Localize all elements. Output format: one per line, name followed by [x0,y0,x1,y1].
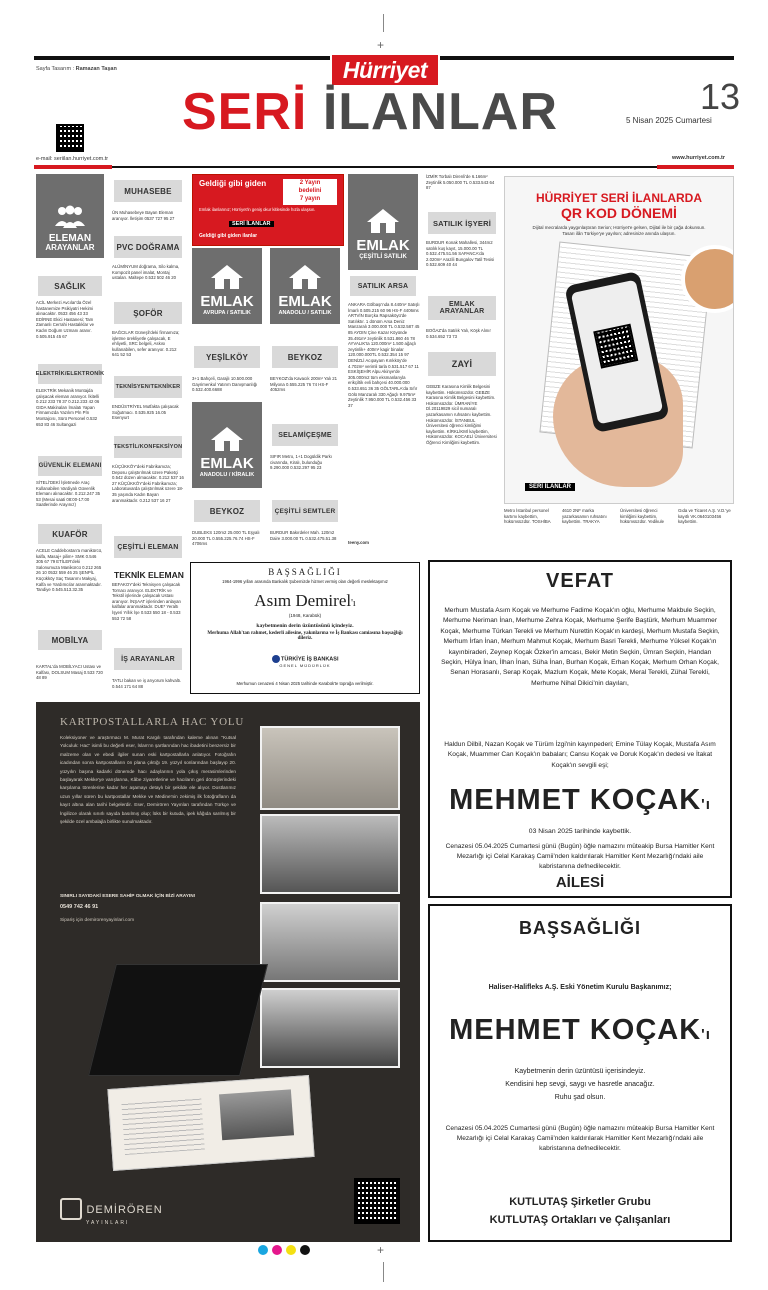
tile-emlak-anadolu-satilik[interactable] [270,248,340,324]
book-site[interactable]: Sipariş için demirorenyayinlari.com [60,918,135,923]
ad-beykoz-a: BEYKOZ'da Kavacık 200m² Yalı 21 Milyona 0.555.225 76 74 HS-F 4052ms [270,376,338,393]
vefat-heading: VEFAT [546,570,614,592]
color-mark-cyan [258,1245,268,1255]
tile-anadolu-satilik-line2: ANADOLU / SATILIK [278,310,332,316]
email-label[interactable]: e-mail: seriilan.hurriyet.com.tr [36,156,109,162]
book-ad[interactable] [36,702,420,1242]
qr-ad[interactable] [504,176,734,504]
crop-mark-top [383,14,384,32]
editor-label: Sayfa Tasarım : [36,66,75,72]
house-icon [210,426,244,452]
vefat-para2: Haldun Dilbil, Nazan Koçak ve Türüm İzgi'nin kayınpederi; Emine Tülay Koçak, Mustafa Asım Koçak, Muammer Can Koçak'ın babaları; Cansu Koçak ve Doruk Koçak'ın dedesi ve İtakat Koçak'ın sevgili eşi; [444,741,716,769]
bassagligi-heading: BAŞSAĞLIĞI [518,918,641,938]
ad-elektrik: ELEKTRİK Mekanik Montajda çalışacak eleman aranıyor. İkitelli 0.212 233 78 37 0.212.233 42 06 GIDA Makinaları İmalatı Yapan Firmamızda Yazılım Pİn Pİn Montajcısı, Sürü Personel 0.532 653 83 46 Sultangazi [36,388,100,427]
book-open-page [121,1096,205,1155]
bank-logo-name: TÜRKİYE İŞ BANKASI [281,656,339,663]
editor-credit [36,66,117,72]
promo-footer: Geldiği gibi giden ilanlar [199,233,258,239]
bank-date: (1948, Karabük) [288,613,322,618]
bassagligi-line3: Ruhu şad olsun. [554,1094,606,1101]
book-open [107,1075,314,1171]
ad-mobilya: KARTAL'da MOBİLYACI Ustası ve Kalfası, DOLSUM Masaj 0.533 720 48 89 [36,664,103,681]
bassagligi-intro: Haliser-Halifleks A.Ş. Eski Yönetim Kurulu Başkanımız; [488,984,672,991]
color-mark-magenta [272,1245,282,1255]
tile-anadolu-satilik-line1: EMLAK [278,293,332,310]
bank-name [191,591,419,611]
teknik-eleman-heading: TEKNİK ELEMAN [114,570,184,580]
book-qr-code[interactable] [354,1178,400,1224]
bassagligi-name-suffix: 'ı [701,1026,711,1043]
cat-zayi[interactable]: ZAYİ [428,352,496,376]
cat-kuafor[interactable]: KUAFÖR [38,524,102,544]
brand-name: Hürriyet [342,57,428,83]
bassagligi-name-text: MEHMET KOÇAK [449,1014,702,1046]
ad-saglik: ACİL Merkezi Avcılar'da Özel hastanemize Psikiyatri Hekimi alınacaktır. 0533 456 43 33 EDİRNE Ekici Hastanesi; Tam Zamanlı Cerrahi Hastalıklar ve Kadın Doğum Uzmanı aranır. 0.505.915 45 67 [36,300,95,339]
book-photo-1 [260,726,400,810]
cat-emlak-arayanlar[interactable]: EMLAK ARAYANLAR [428,296,496,320]
bank-condolence-ad [190,562,420,694]
ad-muhasebe: ÜN Muhasebeye Bayan Eleman aranıyor. İletişim 0537 727 95 27 [112,210,175,221]
house-icon [366,208,400,234]
website-label[interactable]: www.hurriyet.com.tr [672,155,725,161]
promo-badge [283,179,337,205]
ad-isyeri: BURDUR Konak Mahallesi, 344m2 satılık kuş kayıt, 15.000.00 TL 0.532.475.51.56 SAPANCA'da 2.020m² Arazili Bungalov Tatil Tesisi 0.532.609 40 44 [426,240,495,268]
ad-tekstil: KÜÇÜKKÖY'deki Fabrikamıza; Deposu çalıştırılmak üzere Paketçi 0.542 düzen almacaktır. 0.212 537 16 27 KÜÇÜKKÖY'deki Fabrikamıza; Laboratuvarda çalıştırılmak üzere 18-35 yaşında Kadın Bayan aranmaktadır. 0.212 537 16 27 [112,464,184,503]
bank-logo-sub: GENEL MÜDÜRLÜK [279,663,331,668]
crop-mark-bottom-plus: + [377,1243,385,1257]
bassagligi-line2: Kendisini hep sevgi, saygı ve hasretle anacağız. [505,1081,655,1088]
ad-kuafor: ACELE Caddebostan'a manikürcü, kalfa, Masaj+ pilim+ SMK 0.546 305 67 79 ETİLER'deki Salonumuza Manikürcü 0.212 265 26 10 0532 559 46 25 ŞENPİL Küçükköy Saç Tasarımı Makyaj, Kalfa ve Yardımcılar aranmaktadır. Tandiye 0.545.513.32.35 [36,548,103,593]
ad-sofor: BAĞCILAR Güneşli'deki firmamıza; işletme ürekliyetle çalışacak, E ehliyetli, SRC belgeli, Askısı kullanabilen, sefer aranıyor. 0.212 641 52 53 [112,330,180,358]
vefat-signature: AİLESİ [555,874,605,891]
ad-selamicesme: SIFIR Metro, 1+1 Dogüldik Parkı civarında, Kiralı, bulunduğu 9.290.000 0.532.297 95 23 [270,454,332,471]
ad-beykoz-b: DUBLEKS 120m2 25.000 TL Eşyalı 20.000 TL 0.555.225.76.74 HS-F 4706ms [192,530,260,547]
promo-title: Geldiği gibi giden [199,179,267,188]
qr-ad-title1: HÜRRİYET SERİ İLANLARDA [535,191,702,205]
tile-emlak-avrupa[interactable] [192,248,262,324]
publisher-logo-icon [60,1198,82,1220]
cat-beykoz-a[interactable]: BEYKOZ [272,346,338,368]
tile-avrupa-line2: AVRUPA / SATILIK [203,310,251,316]
qr-ad-body: Dijital mecralarda yaygınlaştıran Serion; Hürriyet'e gelsen, Dijital ile bir çağa dokunsun. Tasarı ilân Türkiye'ye yayılsın; adresinize anında ulaşsın. [532,225,706,236]
book-open-photo [219,1089,294,1140]
tile-eleman-arayanlar[interactable] [36,174,104,258]
crop-mark-top-plus: + [377,38,385,52]
promo-box[interactable] [192,174,344,246]
bank-intro: 1964-1996 yılları arasında Bankalık Şubemizde hizmet vermiş olan değerli meslektaşımız [222,579,388,584]
tile-eleman-line2: ARAYANLAR [45,243,95,252]
house-icon [288,264,322,290]
tile-cesitli-line1: EMLAK [356,237,410,254]
ad-zayi: GEBZE Karasına Kimlik Belgesini kaybettim. Hükümsüzdür. GEBZE Karasına Kimlik Belgesini kaybettim. Hükümsüzdür. ÜMRANİYE Dİ.20119829 sicil numaralı yazarkasamın ruhsatını kaybettim. Hükümsüzdür. İSTANBUL Üniversitesi öğrenci kimliğimi kaybettim. KİRKLİKMİ kaybettim, Hükümsüzdür. KOCAELİ Üniversitesi Öğrenci Kimliğimi kaybettim. [426,384,497,445]
bank-body1: kaybetmenin derin üzüntüsünü içindeyiz. [256,623,354,629]
promo-badge2: bedelini [298,188,322,194]
tile-eleman-line1: ELEMAN [48,233,92,244]
bank-name-text: Asım Demirel [254,591,352,610]
promo-body: Emlak ilanlarınız; Hürriyet'in geniş okur kitlesinde hızla ulaşsın. [199,207,316,212]
ad-arsa: ANKARA Gölbaşı'nda 8.440m² Satışlı İmarlı 0.505.215 60 96 HS-F 4406ms ARTVİN Borçka Rapsaköyü'de Satılıktır. 1 dönüm Arsa Deniz Manzaralı 3.000.000 TL 0.532.587 45 85 AYDIN Çine Kazar Köyünde 35.491m² zeytinlik 0.531.860 46 78 AYVALIK'ta 120.000m² 1.500 ağaçlı zeytinlik+ 400m² kagir binalar 120.000.000TL 0.532.354 15 97 DENİZLİ Acıpayam Kırıkköy'de 4.702m² verimli tarla 0.531.517 67 11 ESKİŞEHİR Alpu Akinye'de 305.000m2 tüm eksmanlarıyla erikçiltik evli bahçesi 40.000.000 0.533.651 36 35 GÖLTARLA'da Sıfır Gölü Manzaralı 330 Ağaçlı 9.975m² Zeytinlik 7.950.000 TL 0.532.456 33 37 [348,302,420,408]
cat-mobilya[interactable]: MOBİLYA [38,630,102,650]
cat-selamicesme[interactable]: SELAMİÇEŞME [272,424,338,446]
bank-logo [259,655,351,668]
vefat-para1: Merhum Mustafa Asım Koçak ve Merhume Fadime Koçak'ın oğlu, Merhume Makbule Seçkin, Merhume Neriman İnan, Merhume Zehra Koçak, Merhume Şerife Baştürk, Merhum Muammer Koçak, Merhume Türkan Terekli ve Merhum Nurettin Koçak'ın kardeşi, Merhum Mustafa Seçkin, Merhum İrfan İnan, Merhum Mahmut Koçak, Merhum Basri Terekli, Merhume Yüksel Koçak'ın kayınbiraderi, Zeynep Koçak Özker'in amcası, Bekir Metin Seçkin, Ümran Seçkin, Handan Seçkin, Hülya İnan, İlhan İnan, Süha İnan, Burhan Koçak, Erhan Koçak, Merhum Orhan Koçak, Senan Horasanlı, Serap Koçak, Mazlum Koçak, Mete Koçak, Meral Terekli, Zühal Terekli, Merhume Nihal Dikici'nin dayıları, [440,607,720,687]
tile-emlak-cesitli[interactable] [348,174,418,270]
ad-tekniker: ENDÜSTRİYEL Mutfakta çalışacak Soğutmacı. 0.535.925 16.05 Esenyurt [112,404,179,421]
ad-yesilkoy: 3+1 Bahçeli, Garajlı 10.500.000 Gayrimenkul Yatırım Danışmanlığı 0.532.400.6688 [192,376,258,393]
cat-cesitli-semtler[interactable]: ÇEŞİTLİ SEMTLER [272,500,338,522]
ad-arsa-web[interactable]: teeny.com [348,540,369,545]
book-photo-2 [260,814,400,894]
publisher-sub: YAYINLARI [86,1220,130,1226]
cat-cesitli-eleman[interactable]: ÇEŞİTLİ ELEMAN [114,536,182,558]
book-cta: SINIRLI SAYIDAKİ ESERE SAHİP OLMAK İÇİN BİZİ ARAYIN! [60,894,196,899]
book-photo-3 [260,902,400,982]
ad-cesitli-semtler: BURDUR Bakırdeler Mah. 120m2 Daire 3.000.00 TL 0.532.475.51.38 [270,530,337,541]
bank-heading: BAŞSAĞLIĞI [268,567,342,577]
tile-emlak-anadolu-kiralik[interactable] [192,402,262,488]
bassagligi-sign2: KUTLUTAŞ Ortakları ve Çalışanları [489,1214,671,1226]
publisher-name: DEMİRÖREN [86,1204,163,1217]
tile-anadolu-kiralik-line1: EMLAK [200,455,254,472]
cat-tekniker[interactable]: TEKNİSYEN/TEKNİKER [114,376,182,398]
cat-satilik-arsa[interactable]: SATILIK ARSA [350,276,416,296]
vefat-ad [428,560,732,898]
bassagligi-name [430,1014,730,1047]
header-top-rule-right [440,56,734,60]
qr-code-header[interactable] [56,124,84,152]
tile-cesitli-line2: ÇEŞİTLİ SATILIK [359,254,407,260]
book-title: KARTPOSTALLARLA HAC YOLU [60,716,245,728]
cat-sofor[interactable]: ŞOFÖR [114,302,182,324]
ad-is-arayan: TATLI bakan ve iş arıyorum kahvaltı. 0.544 171 64 88 [112,678,182,689]
vefat-date: 03 Nisan 2025 tarihinde kaybettik. [528,828,632,835]
bassagligi-line1: Kaybetmenin derin üzüntüsü içerisindeyiz. [514,1068,646,1075]
cat-elektrik[interactable]: ELEKTRİK/ELEKTRONİK [38,364,102,384]
editor-name: Ramazan Taşan [75,66,117,72]
cat-is-arayanlar[interactable]: İŞ ARAYANLAR [114,648,182,670]
book-box [88,964,268,1076]
bank-body2: Merhuma Allah'tan rahmet, kederli ailesine, yakınlarına ve İş Bankası camiasına başsağlığı dileriz. [207,631,403,641]
page-number: 13 [700,76,741,117]
ad-guvenlik: SİTELİ'DEKİ İşletmede Araç Kullanabilen Vardiyalı Güvenlik Elemanı alınacaktır. 0.212.247 35 53 (Mesai saati 08:00-17:00 Saatlerinde Arayınız) [36,480,101,508]
tile-anadolu-kiralik-line2: ANADOLU / KİRALIK [199,472,255,478]
header-rule-mid [112,166,657,168]
ad-emlak-arayan: BOĞAZ'da Satılık Yalı, Köşk Alınır 0.534.652 73 73 [426,328,491,339]
bank-footer: Merhumun cenazesi 4 Nisan 2025 tarihinde Karabük'te toprağa verilmiştir. [236,681,374,686]
book-body: Koleksiyoner ve araştırmacı M. Murat Kargılı tarafından kaleme alınan "Kutsal Yolculuk: Hac" isimli bu değerli eser, İslam'ın şartlarından hac ibadetini benzersiz bir malzeme olan ve ebedi ilgiler sunan eski kartpostallarla anlatıyor. Fotoğrafın icadından sonra kartpostalların ön plana çıktığı 19. yüzyıl sonlarından başlayıp 20. yüzyılın başına kadarki dönemde hacı adaylarının yola çıkış merasimlerinden başlayarak Mekke'ye varışlarına, Kâbe ziyaretlerine ve hacıların geri dönüşlerindeki karşılama törenlerine kadar her aşamayı detaylı bir şekilde ele alıyor. Dostlarımız uzun yıllar süren bu kartpostallar Mekke ve Medine'nin zekimiş ilk fotoğrafların da kayıt altına alan tarihi belgelerdir. Eser, Demirören Yayınları tarafından Türkçe ve İngilizce olarak sınırlı sayıda basılmış olup; lüks bir kutuda, ipek kâğıda sarılmış bir şekilde özel ambalajla birlikte sunulmaktadır. [60,735,236,825]
book-photo-4 [260,988,400,1068]
bassagligi-funeral: Cenazesi 05.04.2025 Cumartesi günü (Bugün) öğle namazını müteakip Bursa Hamitler Kent Mezarlığı içi Celal Karakaş Camii'nden kaldırılarak Hamitler Kent Mezarlığı'ndaki aile kabristanına defnedilecektir. [445,1125,715,1152]
brand-logo [332,55,438,85]
color-mark-black [300,1245,310,1255]
promo-badge1: 2 Yayın [299,180,321,186]
cat-muhasebe[interactable]: MUHASEBE [114,180,182,202]
qr-ad-title2: QR KOD DÖNEMİ [561,205,677,221]
cat-beykoz-b[interactable]: BEYKOZ [194,500,260,522]
qr-ad-qr-icon [593,324,638,369]
header-rule-right [657,165,734,169]
ad-zayi-bottom: Metro İstanbul personel kartımı kaybettim, hükümsüzdür. TOSHİBA 4610 2NF marka yazarkasamın ruhsatını kaybettim. TRAKYA Üniversitesi öğrenci kimliğimi kaybettim, hükümsüzdür. Yedikule Gıda ve Ticaret A.Ş. V.D.'ye kayıtlı VK.0640103456 kaybettim. [504,508,731,525]
title-ilanlar: İLANLAR [322,83,559,141]
ad-izmir: İZMİR Torbalı Direnli'de 6.166m² Zeytinlik 5.050.000 TL 0.533.543 64 87 [426,174,495,191]
house-icon [210,264,244,290]
cat-saglik[interactable]: SAĞLIK [38,276,102,296]
page-title [182,82,558,142]
page-date: 5 Nisan 2025 Cumartesi [626,116,712,125]
tile-avrupa-line1: EMLAK [200,293,254,310]
title-seri: SERİ [182,83,308,141]
people-icon [53,204,87,230]
header-rule-left [34,165,112,169]
cat-yesilkoy[interactable]: YEŞİLKÖY [194,346,260,368]
color-mark-yellow [286,1245,296,1255]
crop-mark-bottom [383,1262,384,1282]
bank-name-suffix: 'ı [351,598,356,609]
book-phone[interactable]: 0549 742 46 91 [60,904,99,910]
bassagligi-sign1: KUTLUTAŞ Şirketler Grubu [509,1196,651,1208]
cat-guvenlik[interactable]: GÜVENLİK ELEMANI [38,456,102,476]
promo-brand: SERİ İLANLAR [229,221,274,227]
cat-pvc[interactable]: PVC DOĞRAMA [114,236,182,258]
ad-pvc: ALÜMİNYUM doğrama, Silo kalma, Kompozit panel imalat, Montaj ustaları. Maltepe 0.532 502 46 20 [112,264,180,281]
bank-logo-icon [272,655,280,663]
qr-ad-brand: SERİ İLANLAR [525,483,575,491]
promo-badge3: 7 yayın [299,196,321,202]
cat-tekstil[interactable]: TEKSTİL/KONFEKSİYON [114,436,182,458]
cat-satilik-isyeri[interactable]: SATILIK İŞYERİ [428,212,496,234]
vefat-name-text: MEHMET KOÇAK [449,784,702,816]
header-top-rule-left [34,56,330,60]
book-publisher [60,1198,163,1226]
bassagligi-ad [428,904,732,1242]
vefat-name [430,784,730,817]
vefat-funeral: Cenazesi 05.04.2025 Cumartesi günü (Bugün) öğle namazını müteakip Bursa Hamitler Kent Mezarlığı içi Celal Karakaş Camii'nden kaldırılarak Hamitler Kent Mezarlığı'ndaki aile kabristanına defnedilecektir. [445,843,715,870]
vefat-name-suffix: 'ı [701,796,711,813]
ad-teknik: BEFAKOY'deki Teknisyen çalışacak Tornacı aranıyor. ELEKTRİK ve Tekstil işlerinde çalışacak Ustası aranıyor. İNŞAAT işlerinden anlayan kalfalar aranmaktadır. DUE* Yeraltı İşyeri Yıllık İşe 0.533 550 18 - 0.533 553 72 58 [112,582,181,621]
